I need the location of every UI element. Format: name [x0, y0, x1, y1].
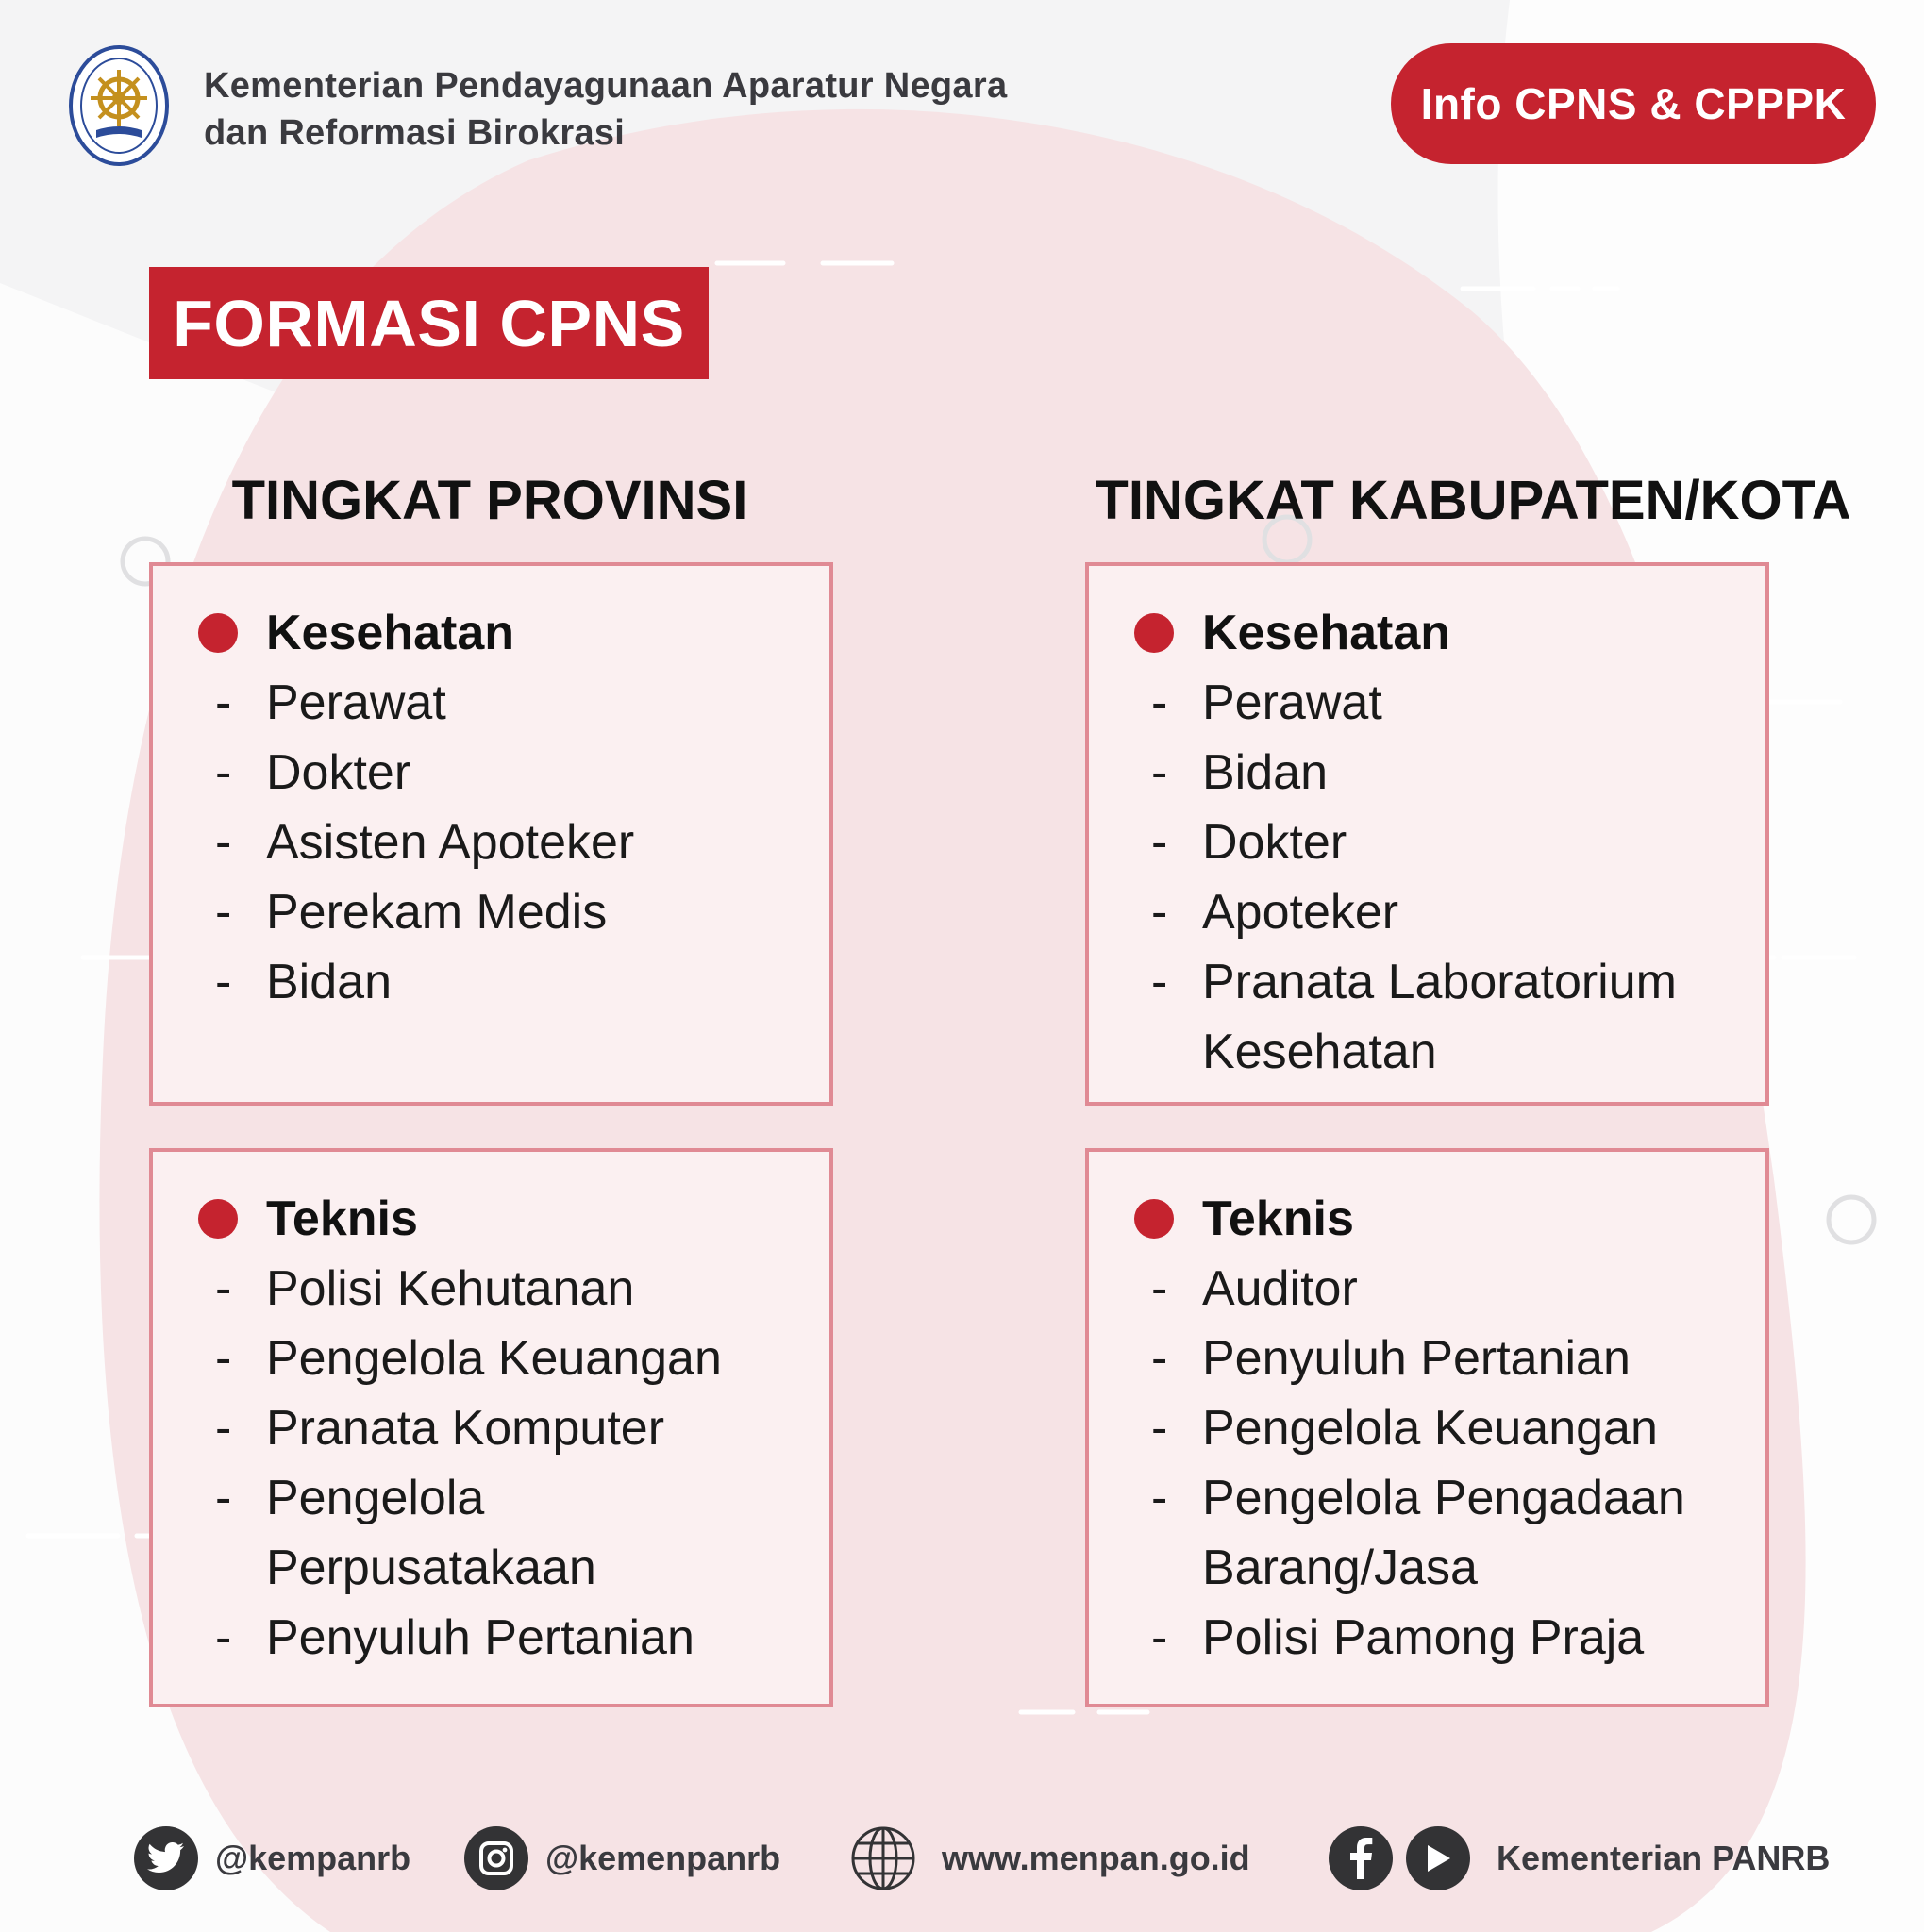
- group-heading: Teknis: [266, 1191, 418, 1246]
- item-text: Pengelola Keuangan: [1202, 1401, 1658, 1456]
- item-text: Auditor: [1202, 1261, 1358, 1316]
- ministry-name: [204, 62, 1007, 157]
- twitter-handle: @kempanrb: [215, 1839, 411, 1877]
- item-text: Perawat: [1202, 675, 1382, 730]
- list-item: [1089, 668, 1765, 738]
- list-item: [153, 1393, 829, 1463]
- item-text: Pranata Laboratorium: [1202, 955, 1677, 1009]
- item-text: Dokter: [266, 745, 411, 800]
- page-title: FORMASI CPNS: [149, 267, 709, 379]
- item-text: Polisi Kehutanan: [266, 1261, 635, 1316]
- dash-marker: -: [215, 955, 232, 1009]
- list-item: [1089, 808, 1765, 877]
- item-text: Pengelola: [266, 1471, 485, 1525]
- item-text: Pranata Komputer: [266, 1401, 665, 1456]
- ministry-emblem-logo: [68, 43, 170, 168]
- group-heading: Teknis: [1202, 1191, 1354, 1246]
- bullet-dot: [1134, 1199, 1174, 1239]
- item-text: Dokter: [1202, 815, 1347, 870]
- dash-marker: -: [215, 675, 232, 730]
- list-item: [153, 1254, 829, 1324]
- list-item: [153, 1463, 829, 1533]
- list-item: [153, 808, 829, 877]
- list-item: [1089, 947, 1765, 1017]
- list-item: [1089, 1324, 1765, 1393]
- dash-marker: -: [215, 1471, 232, 1525]
- footer-instagram[interactable]: [464, 1821, 780, 1896]
- card-provinsi-kesehatan: [149, 562, 833, 1106]
- item-text: Perekam Medis: [266, 885, 608, 940]
- dash-marker: -: [1151, 885, 1168, 940]
- list-item-continuation: [153, 1533, 829, 1603]
- dash-marker: -: [1151, 1610, 1168, 1665]
- list-item: [1089, 1603, 1765, 1673]
- dash-marker: -: [215, 1331, 232, 1386]
- ministry-name-line2: dan Reformasi Birokrasi: [204, 113, 626, 153]
- column-title-provinsi: TINGKAT PROVINSI: [231, 469, 748, 531]
- list-item: [153, 877, 829, 947]
- list-item: [153, 947, 829, 1017]
- dash-marker: -: [215, 815, 232, 870]
- bullet-dot: [198, 613, 238, 653]
- item-text: Penyuluh Pertanian: [266, 1610, 694, 1665]
- list-item: [1089, 1463, 1765, 1533]
- list-item-continuation: [1089, 1533, 1765, 1603]
- item-text: Apoteker: [1202, 885, 1399, 940]
- group-heading: Kesehatan: [1202, 606, 1450, 660]
- dash-marker: -: [215, 1401, 232, 1456]
- footer-website[interactable]: [849, 1821, 1250, 1896]
- dash-marker: -: [215, 1610, 232, 1665]
- dash-marker: -: [1151, 1471, 1168, 1525]
- item-text: Penyuluh Pertanian: [1202, 1331, 1631, 1386]
- social-account-name: Kementerian PANRB: [1497, 1839, 1831, 1877]
- item-text: Pengelola Keuangan: [266, 1331, 722, 1386]
- item-text: Barang/Jasa: [1202, 1541, 1478, 1595]
- item-text: Kesehatan: [1202, 1024, 1437, 1079]
- list-item-continuation: [1089, 1017, 1765, 1087]
- dash-marker: -: [1151, 1331, 1168, 1386]
- list-item: [1089, 877, 1765, 947]
- youtube-play-icon: [1406, 1826, 1470, 1890]
- list-item: [153, 738, 829, 808]
- card-kabupaten-kesehatan: [1085, 562, 1769, 1106]
- dash-marker: -: [215, 885, 232, 940]
- item-text: Perawat: [266, 675, 446, 730]
- bullet-dot: [198, 1199, 238, 1239]
- item-text: Asisten Apoteker: [266, 815, 635, 870]
- dash-marker: -: [215, 1261, 232, 1316]
- item-text: Bidan: [266, 955, 392, 1009]
- dash-marker: -: [215, 745, 232, 800]
- website-url: www.menpan.go.id: [942, 1839, 1250, 1877]
- list-item: [153, 1603, 829, 1673]
- item-text: Bidan: [1202, 745, 1328, 800]
- group-heading: Kesehatan: [266, 606, 514, 660]
- list-item: [153, 1324, 829, 1393]
- column-title-kabupaten: TINGKAT KABUPATEN/KOTA: [1095, 469, 1851, 531]
- item-text: Perpusatakaan: [266, 1541, 596, 1595]
- list-item: [1089, 1393, 1765, 1463]
- bullet-dot: [1134, 613, 1174, 653]
- dash-marker: -: [1151, 675, 1168, 730]
- ministry-name-line1: Kementerian Pendayagunaan Aparatur Negara: [204, 66, 1008, 106]
- dash-marker: -: [1151, 955, 1168, 1009]
- card-kabupaten-teknis: [1085, 1148, 1769, 1707]
- footer-twitter[interactable]: [134, 1821, 410, 1896]
- dash-marker: -: [1151, 815, 1168, 870]
- list-item: [1089, 1254, 1765, 1324]
- item-text: Pengelola Pengadaan: [1202, 1471, 1685, 1525]
- dash-marker: -: [1151, 1261, 1168, 1316]
- list-item: [1089, 738, 1765, 808]
- footer-social[interactable]: [1329, 1821, 1830, 1896]
- twitter-icon: [134, 1826, 198, 1890]
- info-cpns-badge: Info CPNS & CPPPK: [1391, 43, 1876, 164]
- instagram-handle: @kemenpanrb: [545, 1839, 781, 1877]
- item-text: Polisi Pamong Praja: [1202, 1610, 1645, 1665]
- instagram-icon: [464, 1826, 528, 1890]
- dash-marker: -: [1151, 745, 1168, 800]
- card-provinsi-teknis: [149, 1148, 833, 1707]
- dash-marker: -: [1151, 1401, 1168, 1456]
- facebook-icon: [1329, 1826, 1393, 1890]
- list-item: [153, 668, 829, 738]
- globe-icon: [849, 1824, 917, 1892]
